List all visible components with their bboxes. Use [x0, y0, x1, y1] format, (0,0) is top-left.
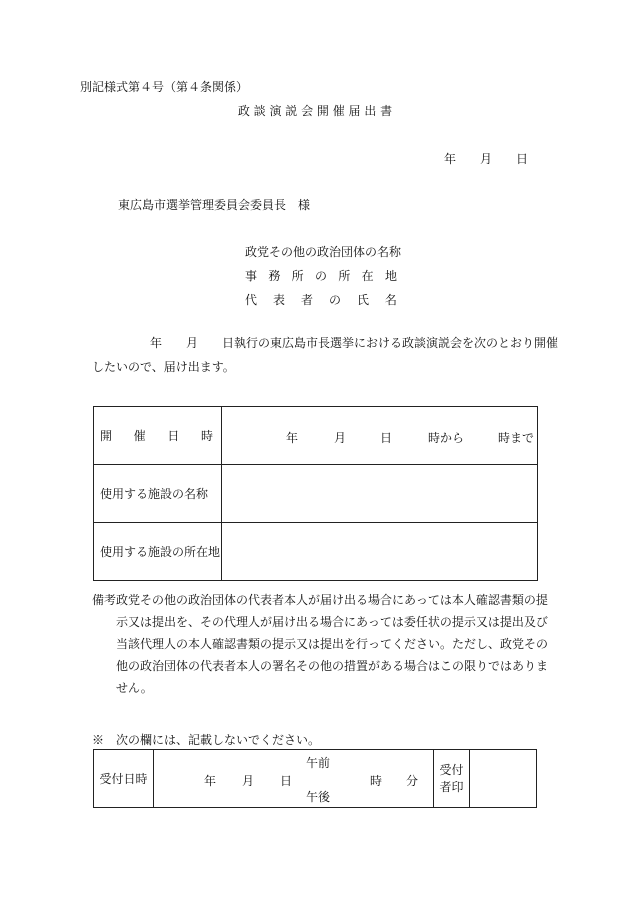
table-row	[94, 750, 537, 808]
date-day: 日	[516, 152, 529, 166]
received-day: 日	[280, 774, 293, 788]
office-use-notice: ※ 次の欄には、記載しないでください。	[92, 733, 321, 747]
received-datetime-field	[154, 750, 434, 808]
receiver-stamp-field	[470, 750, 537, 808]
event-year-label: 年	[286, 431, 299, 445]
body-text-line1: 日執行の東広島市長選挙における政談演説会を次のとおり開催	[222, 336, 559, 350]
remarks	[92, 589, 552, 699]
facility-name-field[interactable]	[222, 465, 538, 523]
remarks-head: 備考	[92, 593, 117, 607]
form-number: 別記様式第４号（第４条関係）	[80, 80, 249, 94]
table-row	[94, 407, 538, 465]
date-year: 年	[444, 152, 457, 166]
received-pm: 午後	[306, 790, 331, 804]
facility-address-label: 使用する施設の所在地	[94, 523, 222, 581]
received-month: 月	[242, 774, 255, 788]
office-location-label: 事 務 所 の 所 在 地	[245, 269, 397, 283]
representative-name-label: 代 表 者 の 氏 名	[245, 293, 397, 307]
event-table	[93, 406, 538, 581]
facility-address-field[interactable]	[222, 523, 538, 581]
table-row	[94, 523, 538, 581]
reception-table	[93, 749, 537, 808]
received-hour: 時	[370, 774, 383, 788]
table-row	[94, 465, 538, 523]
facility-name-label: 使用する施設の名称	[94, 465, 222, 523]
event-datetime-label: 開 催 日 時	[94, 407, 222, 465]
event-datetime-field[interactable]	[222, 407, 538, 465]
event-until-label: 時まで	[498, 431, 535, 445]
event-day-label: 日	[380, 431, 393, 445]
body-text-line2: したいので、届け出ます。	[92, 360, 235, 374]
addressee: 東広島市選挙管理委員会委員長 様	[118, 198, 311, 212]
date-month: 月	[480, 152, 493, 166]
event-month-label: 月	[334, 431, 347, 445]
receiver-stamp-label: 受付 者印	[434, 750, 470, 808]
received-am: 午前	[306, 756, 331, 770]
body-year: 年	[150, 336, 163, 350]
received-datetime-label: 受付日時	[94, 750, 154, 808]
body-month: 月	[186, 336, 199, 350]
party-name-label: 政党その他の政治団体の名称	[245, 245, 402, 259]
event-from-label: 時から	[428, 431, 465, 445]
received-minute: 分	[406, 774, 419, 788]
form-title: 政 談 演 説 会 開 催 届 出 書	[237, 104, 393, 118]
received-year: 年	[204, 774, 217, 788]
remarks-text: 政党その他の政治団体の代表者本人が届け出る場合にあっては本人確認書類の提示又は提出を、その代理人が届け出る場合にあっては委任状の提示又は提出及び当該代理人の本人確認書類の提示又は提出を行ってください。ただし、政党その他の政治団体の代表者本人の署名その他の措置がある場合はこの限りではありません。	[116, 593, 549, 695]
